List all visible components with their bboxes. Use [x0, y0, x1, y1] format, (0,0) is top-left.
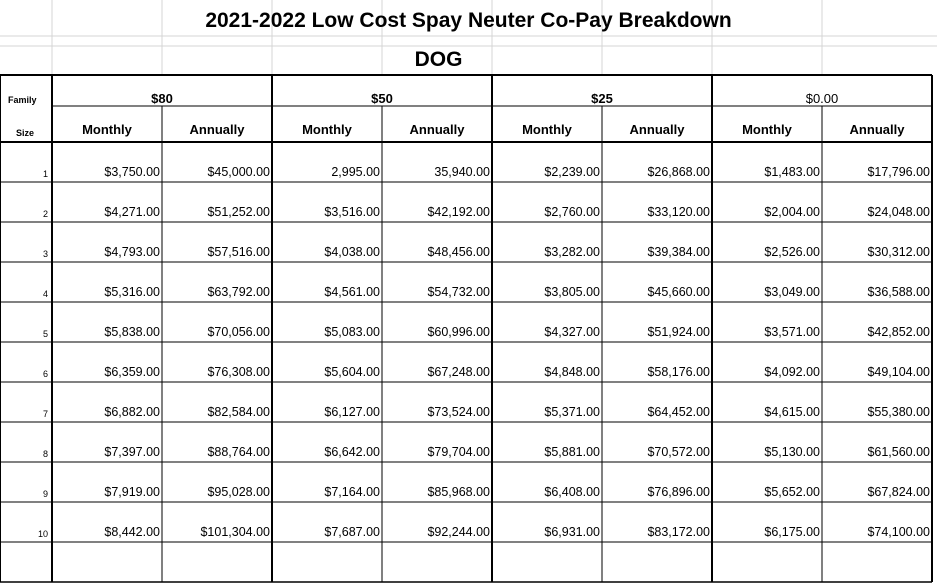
- value-cell: $58,176.00: [647, 365, 710, 379]
- value-cell: $54,732.00: [427, 285, 490, 299]
- value-cell: $6,882.00: [104, 405, 160, 419]
- value-cell: $85,968.00: [427, 485, 490, 499]
- sheet-subtitle: DOG: [414, 48, 463, 71]
- value-cell: $92,244.00: [427, 525, 490, 539]
- annually-header: Annually: [849, 122, 905, 137]
- value-cell: $67,248.00: [427, 365, 490, 379]
- family-label: Family: [8, 95, 37, 105]
- value-cell: $42,852.00: [867, 325, 930, 339]
- value-cell: $95,028.00: [207, 485, 270, 499]
- value-cell: $17,796.00: [867, 165, 930, 179]
- value-cell: $70,572.00: [647, 445, 710, 459]
- value-cell: 2,995.00: [331, 165, 380, 179]
- group-header-4: $0.00: [805, 91, 839, 106]
- value-cell: 35,940.00: [434, 165, 490, 179]
- value-cell: $6,931.00: [544, 525, 600, 539]
- value-cell: $3,805.00: [544, 285, 600, 299]
- value-cell: $7,397.00: [104, 445, 160, 459]
- value-cell: $4,793.00: [104, 245, 160, 259]
- value-cell: $4,038.00: [324, 245, 380, 259]
- value-cell: $2,004.00: [764, 205, 820, 219]
- value-cell: $3,049.00: [764, 285, 820, 299]
- annually-header: Annually: [189, 122, 245, 137]
- value-cell: $5,371.00: [544, 405, 600, 419]
- value-cell: $73,524.00: [427, 405, 490, 419]
- value-cell: $6,175.00: [764, 525, 820, 539]
- family-size-1: 1: [42, 169, 48, 179]
- value-cell: $45,660.00: [647, 285, 710, 299]
- value-cell: $57,516.00: [207, 245, 270, 259]
- value-cell: $101,304.00: [200, 525, 270, 539]
- group-header-1: $80: [151, 91, 173, 106]
- annually-header: Annually: [629, 122, 685, 137]
- value-cell: $4,092.00: [764, 365, 820, 379]
- value-cell: $3,516.00: [324, 205, 380, 219]
- family-size-6: 6: [42, 369, 48, 379]
- size-label: Size: [16, 128, 35, 138]
- family-size-9: 9: [42, 489, 48, 499]
- value-cell: $5,881.00: [544, 445, 600, 459]
- value-cell: $24,048.00: [867, 205, 930, 219]
- value-cell: $4,848.00: [544, 365, 600, 379]
- value-cell: $76,308.00: [207, 365, 270, 379]
- value-cell: $67,824.00: [867, 485, 930, 499]
- value-cell: $26,868.00: [647, 165, 710, 179]
- family-size-4: 4: [42, 289, 48, 299]
- value-cell: $51,252.00: [207, 205, 270, 219]
- value-cell: $6,408.00: [544, 485, 600, 499]
- value-cell: $5,604.00: [324, 365, 380, 379]
- value-cell: $2,526.00: [764, 245, 820, 259]
- value-cell: $4,271.00: [104, 205, 160, 219]
- value-cell: $4,327.00: [544, 325, 600, 339]
- value-cell: $88,764.00: [207, 445, 270, 459]
- annually-header: Annually: [409, 122, 465, 137]
- value-cell: $49,104.00: [867, 365, 930, 379]
- value-cell: $79,704.00: [427, 445, 490, 459]
- value-cell: $5,130.00: [764, 445, 820, 459]
- value-cell: $6,359.00: [104, 365, 160, 379]
- value-cell: $5,838.00: [104, 325, 160, 339]
- value-cell: $51,924.00: [647, 325, 710, 339]
- value-cell: $2,239.00: [544, 165, 600, 179]
- value-cell: $70,056.00: [207, 325, 270, 339]
- value-cell: $5,316.00: [104, 285, 160, 299]
- value-cell: $1,483.00: [764, 165, 820, 179]
- value-cell: $48,456.00: [427, 245, 490, 259]
- family-size-7: 7: [42, 409, 48, 419]
- value-cell: $82,584.00: [207, 405, 270, 419]
- family-size-10: 10: [37, 529, 48, 539]
- value-cell: $2,760.00: [544, 205, 600, 219]
- family-size-8: 8: [42, 449, 48, 459]
- value-cell: $60,996.00: [427, 325, 490, 339]
- value-cell: $3,571.00: [764, 325, 820, 339]
- value-cell: $3,282.00: [544, 245, 600, 259]
- value-cell: $5,652.00: [764, 485, 820, 499]
- value-cell: $8,442.00: [104, 525, 160, 539]
- value-cell: $4,615.00: [764, 405, 820, 419]
- value-cell: $42,192.00: [427, 205, 490, 219]
- value-cell: $83,172.00: [647, 525, 710, 539]
- value-cell: $7,164.00: [324, 485, 380, 499]
- value-cell: $74,100.00: [867, 525, 930, 539]
- value-cell: $7,919.00: [104, 485, 160, 499]
- value-cell: $76,896.00: [647, 485, 710, 499]
- value-cell: $64,452.00: [647, 405, 710, 419]
- value-cell: $6,642.00: [324, 445, 380, 459]
- value-cell: $30,312.00: [867, 245, 930, 259]
- value-cell: $6,127.00: [324, 405, 380, 419]
- monthly-header: Monthly: [302, 122, 352, 137]
- sheet-title: 2021-2022 Low Cost Spay Neuter Co-Pay Breakdown: [205, 9, 732, 32]
- value-cell: $39,384.00: [647, 245, 710, 259]
- monthly-header: Monthly: [522, 122, 572, 137]
- monthly-header: Monthly: [742, 122, 792, 137]
- value-cell: $4,561.00: [324, 285, 380, 299]
- value-cell: $7,687.00: [324, 525, 380, 539]
- family-size-3: 3: [42, 249, 48, 259]
- group-header-3: $25: [591, 91, 613, 106]
- monthly-header: Monthly: [82, 122, 132, 137]
- value-cell: $3,750.00: [104, 165, 160, 179]
- group-header-2: $50: [371, 91, 393, 106]
- value-cell: $63,792.00: [207, 285, 270, 299]
- value-cell: $36,588.00: [867, 285, 930, 299]
- value-cell: $45,000.00: [207, 165, 270, 179]
- value-cell: $5,083.00: [324, 325, 380, 339]
- value-cell: $61,560.00: [867, 445, 930, 459]
- family-size-2: 2: [42, 209, 48, 219]
- value-cell: $55,380.00: [867, 405, 930, 419]
- family-size-5: 5: [42, 329, 48, 339]
- value-cell: $33,120.00: [647, 205, 710, 219]
